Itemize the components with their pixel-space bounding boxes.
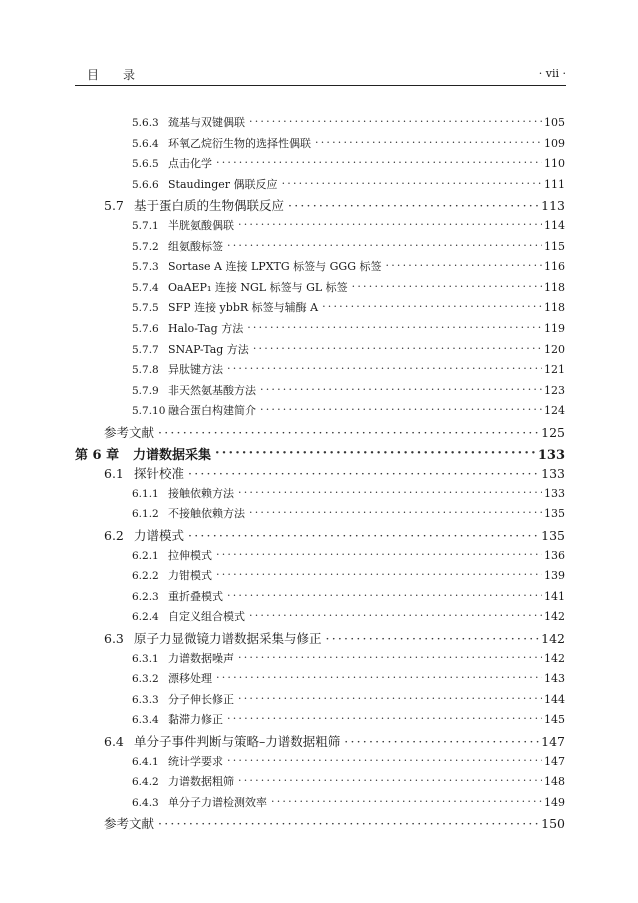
toc-leader-dots <box>288 198 539 211</box>
toc-entry-page: 142 <box>544 610 565 624</box>
toc-entry-page: 135 <box>544 507 565 521</box>
toc-entry-page: 148 <box>544 775 565 789</box>
toc-leader-dots <box>227 712 542 723</box>
toc-leader-dots <box>216 548 542 559</box>
toc-entry-page: 139 <box>544 569 565 583</box>
toc-entry[interactable] <box>132 135 565 155</box>
toc-entry[interactable] <box>104 732 565 752</box>
toc-entry-title: 黏滞力修正 <box>168 713 223 727</box>
toc-leader-dots <box>227 754 542 765</box>
header-title-char-1: 目 <box>87 68 100 82</box>
toc-entry[interactable] <box>75 444 565 464</box>
toc-entry-page: 142 <box>541 631 565 646</box>
toc-leader-dots <box>247 321 542 332</box>
toc-entry[interactable] <box>104 423 565 443</box>
toc-entry-title: 单分子力谱检测效率 <box>168 795 267 809</box>
toc-entry-number: 6.1.2 <box>132 508 159 521</box>
toc-entry-title: 漂移处理 <box>168 672 212 686</box>
toc-entry-number: 6.3 <box>104 631 124 646</box>
toc-entry-number: 6.3.1 <box>132 652 159 665</box>
toc-entry-title: 力钳模式 <box>168 569 212 583</box>
toc-leader-dots <box>386 259 543 270</box>
toc-entry[interactable] <box>132 794 565 814</box>
toc-entry[interactable] <box>132 773 565 793</box>
toc-leader-dots <box>260 403 542 414</box>
toc-entry-page: 114 <box>544 219 565 232</box>
toc-entry-title: 接触依赖方法 <box>168 486 234 500</box>
toc-entry-page: 149 <box>544 795 565 809</box>
toc-entry[interactable] <box>132 567 565 587</box>
toc-entry[interactable] <box>104 814 565 834</box>
toc-entry-title: 点击化学 <box>168 157 212 171</box>
toc-entry-page: 125 <box>541 425 565 440</box>
toc-entry-number: 6.2.2 <box>132 570 159 583</box>
toc-entry[interactable] <box>132 238 565 258</box>
toc-entry-page: 150 <box>541 816 565 832</box>
toc-leader-dots <box>227 589 542 600</box>
toc-entry-title: 统计学要求 <box>168 754 223 768</box>
header-title <box>87 66 135 83</box>
toc-leader-dots <box>188 466 539 479</box>
toc-entry-page: 111 <box>544 177 565 191</box>
toc-leader-dots <box>326 631 540 644</box>
toc-entry-page: 147 <box>544 754 565 768</box>
toc-leader-dots <box>215 446 536 459</box>
toc-entry-page: 120 <box>544 342 565 356</box>
toc-entry-number: 6.4.1 <box>132 755 159 768</box>
toc-entry-number: 5.6.4 <box>132 137 159 150</box>
toc-leader-dots <box>352 280 542 291</box>
toc-entry-title: 组氨酸标签 <box>168 239 223 253</box>
toc-entry-title: 半胱氨酸偶联 <box>168 219 234 232</box>
toc-entry-number: 第 6 章 <box>75 447 120 463</box>
toc-leader-dots <box>216 671 542 682</box>
toc-entry-number: 6.4.2 <box>132 776 159 789</box>
toc-entry-title: 基于蛋白质的生物偶联反应 <box>134 198 285 214</box>
toc-entry-number: 6.1 <box>104 466 124 482</box>
toc-leader-dots <box>158 425 539 438</box>
toc-entry[interactable] <box>132 485 565 505</box>
toc-entry-number: 6.1.1 <box>132 487 159 500</box>
toc-leader-dots <box>188 528 539 541</box>
toc-entry-title: OaAEP₁ 连接 NGL 标签与 GL 标签 <box>168 280 348 294</box>
toc-entry-title: 非天然氨基酸方法 <box>168 383 256 397</box>
toc-entry-number: 5.7.7 <box>132 343 159 356</box>
toc-entry-number: 5.7.2 <box>132 240 159 253</box>
toc-leader-dots <box>260 383 542 394</box>
toc-entry[interactable] <box>104 196 565 216</box>
toc-entry-title: Sortase A 连接 LPXTG 标签与 GGG 标签 <box>168 260 382 274</box>
toc-entry-title: 力谱数据粗筛 <box>168 775 234 789</box>
toc-entry-page: 113 <box>541 198 565 214</box>
toc-entry[interactable] <box>132 217 565 237</box>
toc-entry-title: 分子伸长修正 <box>168 692 234 706</box>
toc-entry-page: 121 <box>544 363 565 377</box>
toc-entry-page: 123 <box>544 383 565 397</box>
toc-entry-number: 5.6.3 <box>132 117 159 129</box>
toc-entry-number: 5.7 <box>104 198 124 214</box>
page-number: · vii · <box>538 67 566 80</box>
toc-entry-number: 6.3.2 <box>132 673 159 686</box>
toc-entry-page: 116 <box>544 260 565 274</box>
toc-entry-number: 5.6.5 <box>132 158 159 171</box>
toc-entry-page: 109 <box>544 136 565 150</box>
toc-entry-number: 6.4 <box>104 734 124 749</box>
toc-entry-title: 异肽键方法 <box>168 363 223 377</box>
toc-entry[interactable] <box>132 753 565 773</box>
toc-leader-dots <box>271 795 542 806</box>
toc-entry-page: 119 <box>544 322 565 335</box>
toc-entry-number: 5.7.6 <box>132 323 159 335</box>
toc-leader-dots <box>282 177 542 188</box>
toc-leader-dots <box>315 136 542 147</box>
toc-entry-title: SFP 连接 ybbR 标签与辅酶 A <box>168 301 319 315</box>
toc-entry-number: 6.2.4 <box>132 611 159 624</box>
toc-leader-dots <box>238 651 542 662</box>
toc-entry[interactable] <box>132 279 565 299</box>
toc-entry[interactable] <box>132 608 565 628</box>
toc-entry[interactable] <box>132 402 565 422</box>
toc-entry[interactable] <box>132 114 565 134</box>
toc-entry[interactable] <box>132 299 565 319</box>
toc-entry-page: 142 <box>544 651 565 665</box>
toc-entry[interactable] <box>132 382 565 402</box>
toc-entry-title: 巯基与双键偶联 <box>168 116 245 129</box>
toc-entry-number: 6.3.4 <box>132 714 159 727</box>
toc-leader-dots <box>227 362 542 373</box>
toc-entry-number: 6.4.3 <box>132 796 159 809</box>
toc-entry-page: 135 <box>541 528 565 543</box>
toc-entry-title: 参考文献 <box>104 425 155 440</box>
toc-entry-page: 118 <box>544 280 565 294</box>
toc-entry-title: 拉伸模式 <box>168 548 212 562</box>
toc-leader-dots <box>227 239 542 250</box>
toc-leader-dots <box>238 692 542 703</box>
toc-entry[interactable] <box>132 341 565 361</box>
toc-leader-dots <box>238 486 542 497</box>
toc-entry-title: Staudinger 偶联反应 <box>168 177 278 191</box>
toc-entry-title: 环氧乙烷衍生物的选择性偶联 <box>168 136 311 150</box>
toc-entry-title: 重折叠模式 <box>168 589 223 603</box>
toc-entry[interactable] <box>132 711 565 731</box>
toc-entry-number: 5.6.6 <box>132 178 159 191</box>
toc-entry[interactable] <box>104 629 565 649</box>
toc-entry-title: Halo-Tag 方法 <box>168 322 244 335</box>
toc-entry[interactable] <box>132 588 565 608</box>
toc-entry-page: 143 <box>544 672 565 686</box>
toc-entry[interactable] <box>132 361 565 381</box>
toc-entry-number: 5.7.1 <box>132 220 159 232</box>
toc-entry-title: SNAP-Tag 方法 <box>168 342 249 356</box>
toc-entry-page: 105 <box>544 116 565 129</box>
toc-leader-dots <box>216 568 542 579</box>
toc-leader-dots <box>238 218 542 229</box>
toc-entry-page: 136 <box>544 548 565 562</box>
toc-leader-dots <box>249 609 542 620</box>
toc-entry-page: 145 <box>544 713 565 727</box>
toc-entry[interactable] <box>132 691 565 711</box>
toc-entry-title: 探针校准 <box>134 466 185 482</box>
toc-entry-title: 参考文献 <box>104 816 155 832</box>
toc-entry-number: 5.7.4 <box>132 281 159 294</box>
toc-entry-page: 133 <box>544 486 565 500</box>
toc-entry-title: 单分子事件判断与策略–力谱数据粗筛 <box>134 734 341 749</box>
toc-leader-dots <box>249 506 542 517</box>
toc-entry[interactable] <box>132 320 565 340</box>
toc-entry-number: 5.7.5 <box>132 302 159 315</box>
toc-leader-dots <box>249 115 542 126</box>
toc-entry-page: 133 <box>541 466 565 482</box>
toc-entry[interactable] <box>132 547 565 567</box>
toc-entry-number: 5.7.8 <box>132 364 159 377</box>
toc-leader-dots <box>216 156 542 167</box>
toc-entry-page: 110 <box>544 157 565 171</box>
toc-entry-page: 133 <box>537 447 565 463</box>
toc-entry-title: 力谱模式 <box>134 528 185 543</box>
toc-entry-title: 不接触依赖方法 <box>168 507 245 521</box>
toc-entry-page: 118 <box>544 301 565 315</box>
toc-entry-page: 141 <box>544 589 565 603</box>
toc-entry[interactable] <box>104 464 565 484</box>
running-header <box>75 63 566 86</box>
toc-entry-title: 力谱数据采集 <box>133 447 212 463</box>
header-title-char-2: 录 <box>123 68 136 82</box>
toc-entry[interactable] <box>132 258 565 278</box>
toc-entry[interactable] <box>132 176 565 196</box>
toc-leader-dots <box>238 774 542 785</box>
toc-leader-dots <box>322 300 542 311</box>
toc-entry[interactable] <box>104 526 565 546</box>
toc-leader-dots <box>344 734 539 747</box>
toc-entry-number: 5.7.9 <box>132 384 159 397</box>
toc-entry-title: 力谱数据噪声 <box>168 651 234 665</box>
toc-leader-dots <box>253 342 542 353</box>
toc-entry[interactable] <box>132 155 565 175</box>
toc-leader-dots <box>158 816 539 829</box>
toc-entry-number: 6.2 <box>104 528 124 543</box>
toc-entry[interactable] <box>132 670 565 690</box>
toc-entry-title: 原子力显微镜力谱数据采集与修正 <box>134 631 322 646</box>
toc-entry[interactable] <box>132 650 565 670</box>
toc-entry-number: 6.3.3 <box>132 693 159 706</box>
toc-entry-title: 融合蛋白构建简介 <box>168 404 256 418</box>
toc-entry-page: 144 <box>544 692 565 706</box>
toc-entry-page: 124 <box>544 404 565 418</box>
toc-entry-number: 5.7.3 <box>132 261 159 274</box>
toc-entry-page: 115 <box>544 239 565 253</box>
toc-entry-number: 6.2.3 <box>132 590 159 603</box>
toc-entry-page: 147 <box>541 734 565 749</box>
toc-entry[interactable] <box>132 505 565 525</box>
toc-entry-title: 自定义组合模式 <box>168 610 245 624</box>
toc-entry-number: 5.7.10 <box>132 405 166 418</box>
toc-entry-number: 6.2.1 <box>132 549 159 562</box>
